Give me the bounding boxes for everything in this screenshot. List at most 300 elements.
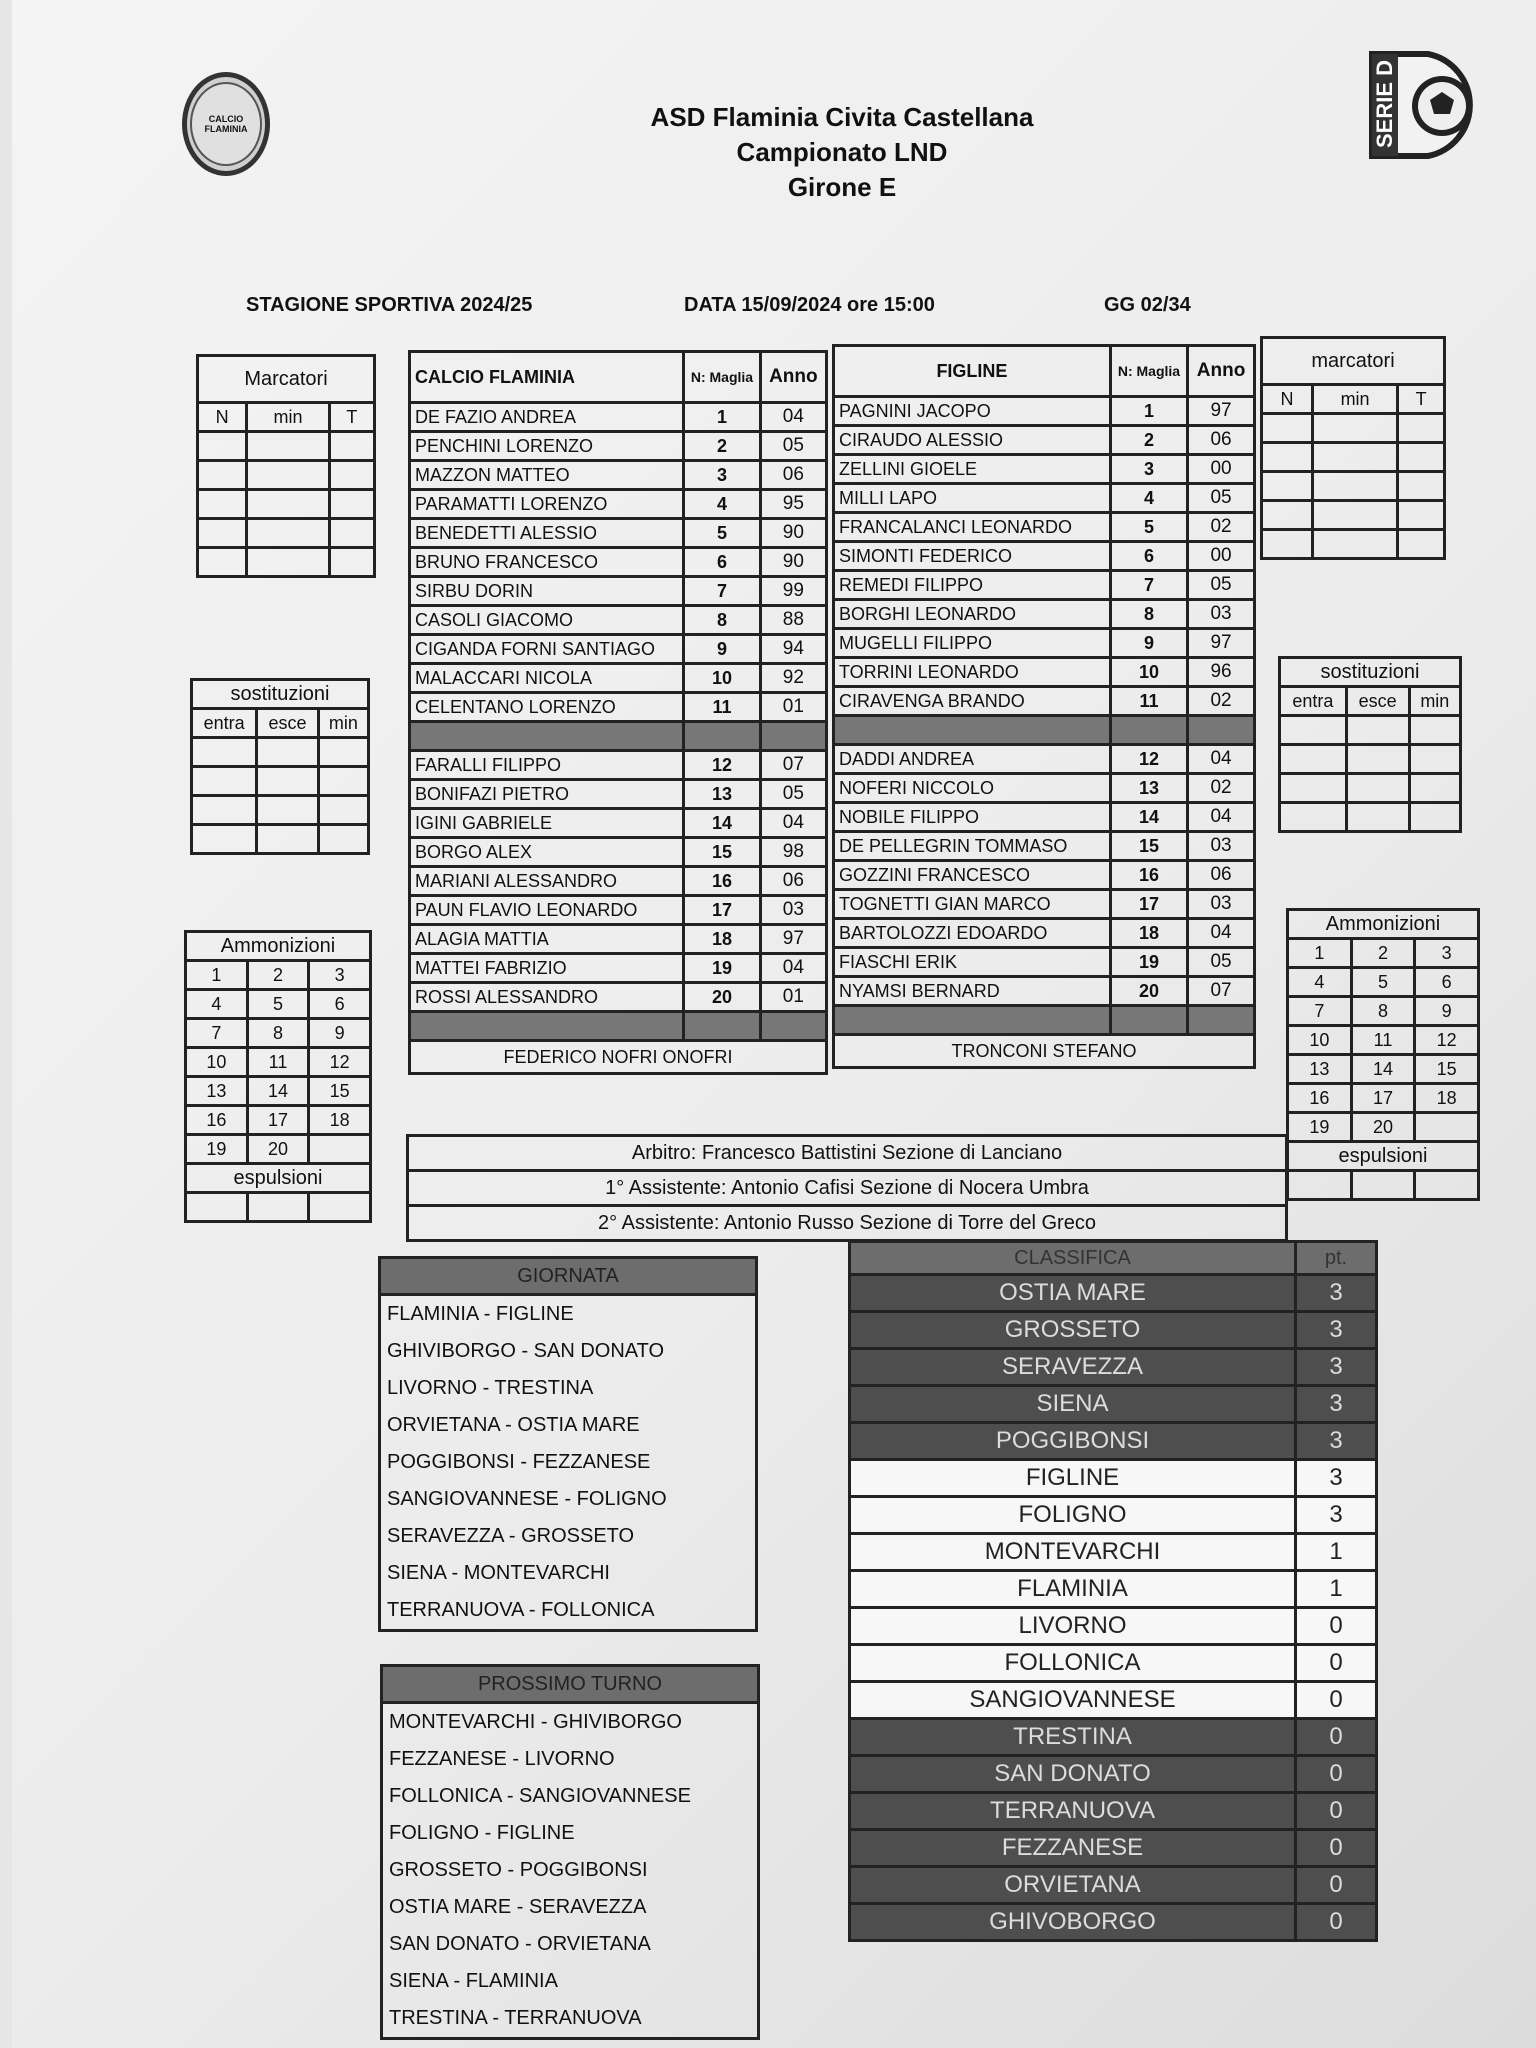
match-item: GROSSETO - POGGIBONSI: [389, 1859, 648, 1881]
col-min: min: [1409, 687, 1460, 716]
standings-row: [850, 1460, 1377, 1497]
caution-cell: 4: [186, 990, 248, 1019]
player-row: [834, 977, 1255, 1006]
standings-row: [850, 1386, 1377, 1423]
player-name: FRANCALANCI LEONARDO: [834, 513, 1111, 542]
standings-row: [850, 1793, 1377, 1830]
prossimo-title: PROSSIMO TURNO: [382, 1666, 759, 1703]
player-year: 04: [760, 954, 826, 983]
standings-points: 3: [1296, 1460, 1377, 1497]
home-scorers-title: Marcatori: [198, 356, 375, 403]
player-name: BONIFAZI PIETRO: [410, 780, 684, 809]
standings-points: 0: [1296, 1867, 1377, 1904]
home-cautions-table: [184, 930, 372, 1223]
standings-row: [850, 1645, 1377, 1682]
player-number: 10: [1110, 658, 1187, 687]
caution-cell: 5: [247, 990, 309, 1019]
standings-row: [850, 1904, 1377, 1941]
standings-points: 0: [1296, 1645, 1377, 1682]
caution-cell: 16: [1288, 1084, 1352, 1113]
player-year: 92: [760, 664, 826, 693]
caution-cell: 3: [1415, 939, 1479, 968]
player-year: 01: [760, 983, 826, 1012]
standings-team: FEZZANESE: [850, 1830, 1296, 1867]
player-name: MARIANI ALESSANDRO: [410, 867, 684, 896]
player-year: 98: [760, 838, 826, 867]
match-item: TERRANUOVA - FOLLONICA: [387, 1599, 655, 1621]
player-year: 03: [1188, 600, 1255, 629]
cautions-row: [1288, 1026, 1479, 1055]
player-name: SIMONTI FEDERICO: [834, 542, 1111, 571]
caution-cell: 3: [309, 961, 371, 990]
standings-points: 3: [1296, 1312, 1377, 1349]
standings-points: 0: [1296, 1756, 1377, 1793]
player-number: 16: [1110, 861, 1187, 890]
standings-row: [850, 1423, 1377, 1460]
match-item: LIVORNO - TRESTINA: [387, 1377, 594, 1399]
player-year: 88: [760, 606, 826, 635]
standings-team: SERAVEZZA: [850, 1349, 1296, 1386]
title-group: Girone E: [787, 172, 897, 202]
expulsions-title: espulsioni: [186, 1164, 371, 1193]
home-team-name: CALCIO FLAMINIA: [410, 352, 684, 403]
player-name: TORRINI LEONARDO: [834, 658, 1111, 687]
player-row: [410, 867, 827, 896]
player-year: 02: [1188, 513, 1255, 542]
player-number: 14: [684, 809, 760, 838]
match-item: FOLLONICA - SANGIOVANNESE: [389, 1785, 691, 1807]
match-item: SAN DONATO - ORVIETANA: [389, 1933, 651, 1955]
player-number: 3: [684, 461, 760, 490]
player-name: PENCHINI LORENZO: [410, 432, 684, 461]
col-in: entra: [192, 709, 257, 738]
player-row: [410, 925, 827, 954]
player-year: 02: [1188, 687, 1255, 716]
assistant-1: 1° Assistente: Antonio Cafisi Sezione di Nocera Umbra: [408, 1171, 1287, 1206]
player-number: 14: [1110, 803, 1187, 832]
caution-cell: 18: [309, 1106, 371, 1135]
caution-cell: 20: [1351, 1113, 1415, 1142]
cautions-row: [186, 1106, 371, 1135]
standings-points: 0: [1296, 1608, 1377, 1645]
match-item: POGGIBONSI - FEZZANESE: [387, 1451, 651, 1473]
player-row: [410, 606, 827, 635]
standings-row: [850, 1682, 1377, 1719]
player-year: 02: [1188, 774, 1255, 803]
player-number: 20: [684, 983, 760, 1012]
player-name: ZELLINI GIOELE: [834, 455, 1111, 484]
player-year: 06: [1188, 861, 1255, 890]
standings-row: [850, 1867, 1377, 1904]
cautions-row: [186, 990, 371, 1019]
player-row: [410, 693, 827, 722]
col-n: N: [198, 403, 247, 432]
standings-points: 3: [1296, 1349, 1377, 1386]
player-row: [410, 432, 827, 461]
player-row: [834, 774, 1255, 803]
standings-team: OSTIA MARE: [850, 1275, 1296, 1312]
caution-cell: 5: [1351, 968, 1415, 997]
expulsions-title: espulsioni: [1288, 1142, 1479, 1171]
player-name: MUGELLI FILIPPO: [834, 629, 1111, 658]
caution-cell: 13: [1288, 1055, 1352, 1084]
cautions-row: [1288, 968, 1479, 997]
coach-row: [410, 1041, 827, 1074]
caution-cell: 1: [186, 961, 248, 990]
caution-cell: 15: [309, 1077, 371, 1106]
home-scorers-table: [196, 354, 376, 578]
prossimo-turno-table: [380, 1664, 760, 2040]
player-name: BENEDETTI ALESSIO: [410, 519, 684, 548]
caution-cell: 19: [186, 1135, 248, 1164]
document-title: [572, 100, 1112, 205]
player-year: 04: [760, 809, 826, 838]
caution-cell: 19: [1288, 1113, 1352, 1142]
col-min: min: [1313, 385, 1398, 414]
caution-cell: 10: [186, 1048, 248, 1077]
player-row: [834, 832, 1255, 861]
match-item: SANGIOVANNESE - FOLIGNO: [387, 1488, 667, 1510]
player-row: [410, 751, 827, 780]
player-year: 05: [1188, 571, 1255, 600]
caution-cell: 8: [247, 1019, 309, 1048]
player-row: [834, 629, 1255, 658]
player-year: 05: [760, 432, 826, 461]
player-row: [410, 490, 827, 519]
standings-row: [850, 1719, 1377, 1756]
away-subs-table: [1278, 656, 1462, 833]
caution-cell: 2: [247, 961, 309, 990]
player-number: 3: [1110, 455, 1187, 484]
player-number: 2: [684, 432, 760, 461]
separator-row: [410, 1012, 827, 1041]
cautions-row: [186, 1135, 371, 1164]
match-item: TRESTINA - TERRANUOVA: [389, 2007, 642, 2029]
officials-table: [406, 1134, 1288, 1242]
standings-row: [850, 1571, 1377, 1608]
standings-table: [848, 1240, 1378, 1942]
assistant-2: 2° Assistente: Antonio Russo Sezione di Torre del Greco: [408, 1206, 1287, 1241]
player-row: [834, 687, 1255, 716]
document-sheet: [12, 0, 1536, 2048]
caution-cell: 16: [186, 1106, 248, 1135]
player-number: 9: [684, 635, 760, 664]
home-col-number: N: Maglia: [684, 352, 760, 403]
player-year: 97: [760, 925, 826, 954]
giornata-table: [378, 1256, 758, 1632]
col-min: min: [247, 403, 329, 432]
player-name: CIGANDA FORNI SANTIAGO: [410, 635, 684, 664]
player-year: 97: [1188, 397, 1255, 426]
away-scorers-table: [1260, 336, 1446, 560]
standings-team: SANGIOVANNESE: [850, 1682, 1296, 1719]
coach-name: TRONCONI STEFANO: [834, 1035, 1255, 1068]
standings-row: [850, 1830, 1377, 1867]
player-year: 05: [760, 780, 826, 809]
player-number: 7: [1110, 571, 1187, 600]
standings-team: SIENA: [850, 1386, 1296, 1423]
player-year: 90: [760, 519, 826, 548]
col-t: T: [329, 403, 374, 432]
away-cautions-table: [1286, 908, 1480, 1201]
standings-points: 3: [1296, 1423, 1377, 1460]
player-row: [834, 484, 1255, 513]
player-year: 95: [760, 490, 826, 519]
player-year: 03: [1188, 890, 1255, 919]
title-league: Campionato LND: [736, 137, 948, 167]
player-row: [834, 919, 1255, 948]
match-date: DATA 15/09/2024 ore 15:00: [684, 294, 935, 316]
standings-team: FOLLONICA: [850, 1645, 1296, 1682]
player-name: DADDI ANDREA: [834, 745, 1111, 774]
referee: Arbitro: Francesco Battistini Sezione di Lanciano: [408, 1136, 1287, 1171]
cautions-row: [186, 961, 371, 990]
season-label: STAGIONE SPORTIVA 2024/25: [246, 294, 533, 316]
player-name: DE PELLEGRIN TOMMASO: [834, 832, 1111, 861]
col-out: esce: [1346, 687, 1409, 716]
player-name: CIRAUDO ALESSIO: [834, 426, 1111, 455]
home-subs-title: sostituzioni: [192, 680, 369, 709]
player-name: REMEDI FILIPPO: [834, 571, 1111, 600]
standings-row: [850, 1497, 1377, 1534]
standings-pt-header: pt.: [1296, 1242, 1377, 1275]
cautions-row: [186, 1077, 371, 1106]
player-name: CELENTANO LORENZO: [410, 693, 684, 722]
cautions-row: [186, 1048, 371, 1077]
player-row: [834, 600, 1255, 629]
standings-team: LIVORNO: [850, 1608, 1296, 1645]
player-number: 19: [1110, 948, 1187, 977]
player-number: 4: [1110, 484, 1187, 513]
player-row: [410, 954, 827, 983]
player-row: [834, 571, 1255, 600]
separator-row: [834, 1006, 1255, 1035]
standings-team: FOLIGNO: [850, 1497, 1296, 1534]
caution-cell: 14: [1351, 1055, 1415, 1084]
player-number: 1: [1110, 397, 1187, 426]
caution-cell: 6: [309, 990, 371, 1019]
caution-cell: 8: [1351, 997, 1415, 1026]
serie-d-logo-text: SERIE D: [1372, 59, 1397, 148]
player-name: BORGHI LEONARDO: [834, 600, 1111, 629]
away-team-name: FIGLINE: [834, 346, 1111, 397]
player-row: [410, 635, 827, 664]
player-name: GOZZINI FRANCESCO: [834, 861, 1111, 890]
match-item: ORVIETANA - OSTIA MARE: [387, 1414, 640, 1436]
player-number: 13: [1110, 774, 1187, 803]
player-number: 10: [684, 664, 760, 693]
cautions-row: [1288, 1055, 1479, 1084]
caution-cell: 6: [1415, 968, 1479, 997]
player-row: [834, 426, 1255, 455]
col-in: entra: [1280, 687, 1347, 716]
standings-points: 0: [1296, 1719, 1377, 1756]
player-number: 19: [684, 954, 760, 983]
player-year: 03: [1188, 832, 1255, 861]
player-year: 07: [760, 751, 826, 780]
player-row: [834, 803, 1255, 832]
cautions-title: Ammonizioni: [1288, 910, 1479, 939]
caution-cell: 20: [247, 1135, 309, 1164]
player-number: 2: [1110, 426, 1187, 455]
player-name: PAGNINI JACOPO: [834, 397, 1111, 426]
player-row: [834, 890, 1255, 919]
player-year: 03: [760, 896, 826, 925]
standings-team: FIGLINE: [850, 1460, 1296, 1497]
player-number: 8: [684, 606, 760, 635]
player-number: 8: [1110, 600, 1187, 629]
caution-cell: 11: [1351, 1026, 1415, 1055]
player-row: [410, 403, 827, 432]
player-name: PAUN FLAVIO LEONARDO: [410, 896, 684, 925]
coach-row: [834, 1035, 1255, 1068]
player-number: 20: [1110, 977, 1187, 1006]
match-item: FLAMINIA - FIGLINE: [387, 1303, 574, 1325]
match-item: MONTEVARCHI - GHIVIBORGO: [389, 1711, 682, 1733]
standings-points: 3: [1296, 1386, 1377, 1423]
player-row: [410, 664, 827, 693]
player-number: 16: [684, 867, 760, 896]
match-item: SIENA - FLAMINIA: [389, 1970, 558, 1992]
player-number: 4: [684, 490, 760, 519]
player-year: 05: [1188, 948, 1255, 977]
player-name: MAZZON MATTEO: [410, 461, 684, 490]
player-row: [410, 983, 827, 1012]
standings-row: [850, 1756, 1377, 1793]
player-year: 06: [760, 867, 826, 896]
player-year: 94: [760, 635, 826, 664]
player-name: MALACCARI NICOLA: [410, 664, 684, 693]
player-number: 6: [1110, 542, 1187, 571]
player-number: 9: [1110, 629, 1187, 658]
player-year: 04: [760, 403, 826, 432]
home-subs-table: [190, 678, 370, 855]
player-year: 01: [760, 693, 826, 722]
title-club: ASD Flaminia Civita Castellana: [650, 102, 1034, 132]
player-number: 15: [1110, 832, 1187, 861]
player-number: 1: [684, 403, 760, 432]
standings-team: POGGIBONSI: [850, 1423, 1296, 1460]
cautions-row: [186, 1019, 371, 1048]
standings-team: TRESTINA: [850, 1719, 1296, 1756]
player-name: BRUNO FRANCESCO: [410, 548, 684, 577]
cautions-title: Ammonizioni: [186, 932, 371, 961]
player-year: 04: [1188, 919, 1255, 948]
player-number: 11: [684, 693, 760, 722]
player-number: 12: [684, 751, 760, 780]
player-number: 7: [684, 577, 760, 606]
standings-team: GROSSETO: [850, 1312, 1296, 1349]
player-row: [834, 658, 1255, 687]
caution-cell: 12: [1415, 1026, 1479, 1055]
player-number: 5: [1110, 513, 1187, 542]
caution-cell: 13: [186, 1077, 248, 1106]
col-out: esce: [257, 709, 319, 738]
player-row: [410, 577, 827, 606]
player-row: [834, 861, 1255, 890]
player-row: [834, 948, 1255, 977]
giornata-title: GIORNATA: [380, 1258, 757, 1295]
player-row: [410, 519, 827, 548]
player-year: 00: [1188, 455, 1255, 484]
standings-row: [850, 1312, 1377, 1349]
standings-team: GHIVOBORGO: [850, 1904, 1296, 1941]
player-number: 12: [1110, 745, 1187, 774]
caution-cell: 14: [247, 1077, 309, 1106]
cautions-row: [1288, 997, 1479, 1026]
caution-cell: 7: [1288, 997, 1352, 1026]
player-row: [834, 542, 1255, 571]
player-name: DE FAZIO ANDREA: [410, 403, 684, 432]
away-col-year: Anno: [1188, 346, 1255, 397]
player-year: 06: [760, 461, 826, 490]
player-row: [410, 838, 827, 867]
player-name: BORGO ALEX: [410, 838, 684, 867]
cautions-row: [1288, 939, 1479, 968]
standings-points: 3: [1296, 1497, 1377, 1534]
home-roster-table: [408, 350, 828, 1075]
standings-points: 1: [1296, 1534, 1377, 1571]
player-name: IGINI GABRIELE: [410, 809, 684, 838]
player-name: NYAMSI BERNARD: [834, 977, 1111, 1006]
serie-d-logo: [1368, 48, 1496, 162]
player-row: [834, 455, 1255, 484]
standings-team: TERRANUOVA: [850, 1793, 1296, 1830]
col-t: T: [1398, 385, 1445, 414]
cautions-row: [1288, 1113, 1479, 1142]
player-number: 15: [684, 838, 760, 867]
home-col-year: Anno: [760, 352, 826, 403]
player-row: [834, 745, 1255, 774]
standings-team: FLAMINIA: [850, 1571, 1296, 1608]
standings-team: SAN DONATO: [850, 1756, 1296, 1793]
player-year: 90: [760, 548, 826, 577]
player-year: 99: [760, 577, 826, 606]
player-name: MILLI LAPO: [834, 484, 1111, 513]
standings-points: 0: [1296, 1682, 1377, 1719]
caution-cell: 12: [309, 1048, 371, 1077]
standings-points: 3: [1296, 1275, 1377, 1312]
match-item: GHIVIBORGO - SAN DONATO: [387, 1340, 665, 1362]
player-year: 05: [1188, 484, 1255, 513]
standings-points: 0: [1296, 1830, 1377, 1867]
player-name: BARTOLOZZI EDOARDO: [834, 919, 1111, 948]
away-scorers-title: marcatori: [1262, 338, 1445, 385]
caution-cell: 7: [186, 1019, 248, 1048]
standings-points: 0: [1296, 1904, 1377, 1941]
player-year: 96: [1188, 658, 1255, 687]
player-name: SIRBU DORIN: [410, 577, 684, 606]
standings-row: [850, 1275, 1377, 1312]
player-row: [834, 397, 1255, 426]
caution-cell: 4: [1288, 968, 1352, 997]
standings-row: [850, 1534, 1377, 1571]
player-number: 17: [1110, 890, 1187, 919]
player-name: CASOLI GIACOMO: [410, 606, 684, 635]
caution-cell: 17: [247, 1106, 309, 1135]
caution-cell: 15: [1415, 1055, 1479, 1084]
player-number: 18: [1110, 919, 1187, 948]
player-name: CIRAVENGA BRANDO: [834, 687, 1111, 716]
match-item: SIENA - MONTEVARCHI: [387, 1562, 610, 1584]
caution-cell: 9: [309, 1019, 371, 1048]
player-number: 18: [684, 925, 760, 954]
caution-cell: 10: [1288, 1026, 1352, 1055]
away-roster-table: [832, 344, 1256, 1069]
caution-cell: 18: [1415, 1084, 1479, 1113]
coach-name: FEDERICO NOFRI ONOFRI: [410, 1041, 827, 1074]
player-year: 00: [1188, 542, 1255, 571]
